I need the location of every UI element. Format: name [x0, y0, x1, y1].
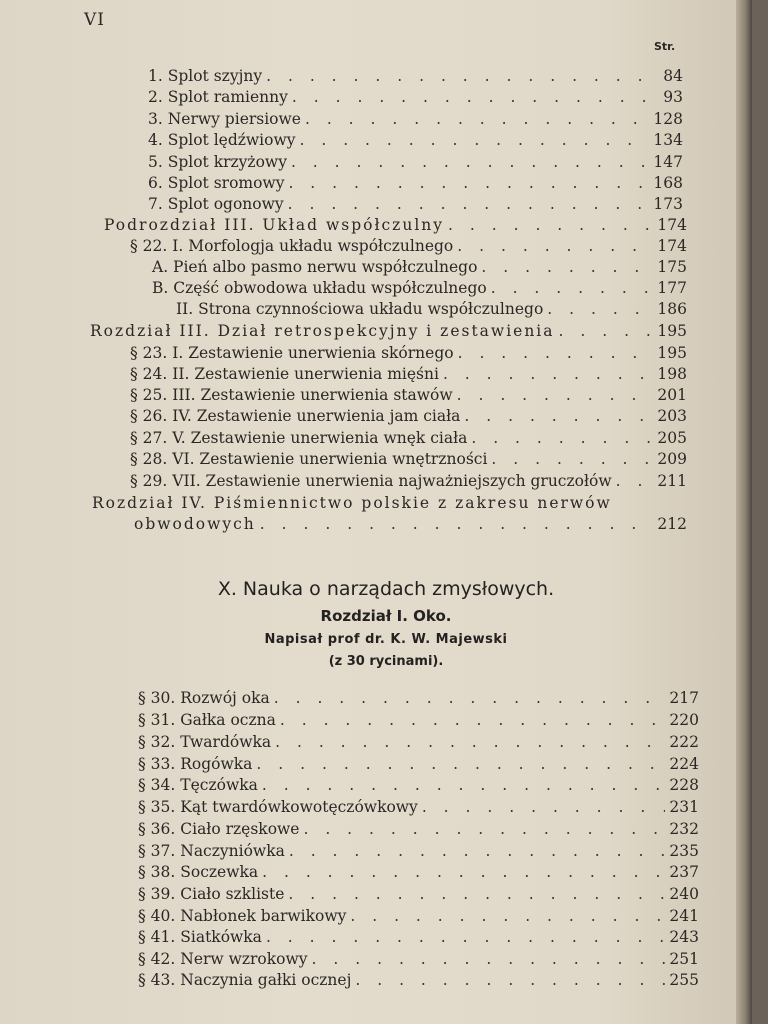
toc-entry-multiline [92, 492, 692, 514]
toc-entry-page: 205 [657, 429, 687, 447]
toc-entry-label: § 34. Tęczówka [138, 776, 258, 794]
leader-dots [471, 427, 653, 449]
toc-entry-label: § 35. Kąt twardówkowotęczówkowy [138, 798, 418, 816]
toc-entry-page: 128 [653, 110, 683, 128]
toc-entry-page: 237 [669, 863, 699, 881]
toc-entry-page: 255 [669, 971, 699, 989]
leader-dots [491, 277, 653, 299]
page-edge [736, 0, 752, 1024]
leader-dots [457, 235, 653, 257]
toc-entry-page: 134 [653, 131, 683, 149]
toc-entry [138, 861, 699, 883]
toc-entry-label: § 38. Soczewka [138, 863, 259, 881]
toc-entry [148, 108, 683, 130]
toc-entry-label: § 33. Rogówka [138, 755, 253, 773]
toc-entry-page: 209 [657, 450, 687, 468]
leader-dots [266, 926, 665, 948]
toc-entry-label-continued: obwodowych [134, 515, 256, 533]
toc-entry-label: § 23. I. Zestawienie unerwienia skórnego [130, 344, 454, 362]
toc-entry-label: § 30. Rozwój oka [138, 689, 270, 707]
toc-entry-page: 211 [657, 472, 687, 490]
toc-entry-label: § 29. VII. Zestawienie unerwienia najważniejszych gruczołów [130, 472, 612, 490]
toc-entry [152, 256, 687, 278]
toc-entry [90, 320, 687, 342]
toc-entry-label: § 27. V. Zestawienie unerwienia wnęk ciała [130, 429, 468, 447]
toc-entry-label: 5. Splot krzyżowy [148, 153, 287, 171]
toc-entry-label: § 31. Gałka oczna [138, 711, 276, 729]
toc-entry-label: 3. Nerwy piersiowe [148, 110, 301, 128]
part-title: X. Nauka o narządach zmysłowych. [217, 578, 555, 600]
toc-entry-label: § 25. III. Zestawienie unerwienia stawów [130, 386, 453, 404]
toc-entry-label: 6. Splot sromowy [148, 174, 285, 192]
leader-dots [291, 151, 649, 173]
leader-dots [464, 405, 653, 427]
toc-entry [138, 731, 699, 753]
toc-entry [138, 753, 699, 775]
toc-entry-label: § 39. Ciało szkliste [138, 885, 285, 903]
toc-entry-page: 224 [669, 755, 699, 773]
toc-entry-page: 231 [669, 798, 699, 816]
leader-dots [274, 687, 665, 709]
toc-entry [148, 65, 683, 87]
toc-entry [130, 448, 687, 470]
toc-entry [130, 405, 687, 427]
toc-entry [130, 427, 687, 449]
leader-dots [280, 709, 665, 731]
toc-entry-page: 174 [657, 216, 687, 234]
leader-dots [262, 774, 665, 796]
toc-entry [148, 151, 683, 173]
toc-entry-page: 198 [657, 365, 687, 383]
toc-entry-label: § 36. Ciało rzęskowe [138, 820, 300, 838]
toc-entry [138, 774, 699, 796]
leader-dots [457, 384, 653, 406]
leader-dots [616, 470, 653, 492]
toc-entry [138, 948, 699, 970]
toc-entry [138, 969, 699, 991]
leader-dots [275, 731, 665, 753]
toc-entry-label: 7. Splot ogonowy [148, 195, 284, 213]
toc-entry-page: 220 [669, 711, 699, 729]
leader-dots [443, 363, 653, 385]
toc-entry [134, 513, 687, 535]
toc-entry-page: 251 [669, 950, 699, 968]
leader-dots [288, 883, 665, 905]
toc-entry [148, 129, 683, 151]
toc-entry [104, 214, 687, 236]
toc-entry-label: Rozdział III. Dział retrospekcyjny i zestawienia [90, 322, 555, 340]
leader-dots [260, 513, 653, 535]
leader-dots [266, 65, 649, 87]
leader-dots [312, 948, 665, 970]
page-number: VI [84, 10, 105, 30]
toc-entry-page: 243 [669, 928, 699, 946]
toc-entry-label: 2. Splot ramienny [148, 88, 288, 106]
toc-entry [152, 277, 687, 299]
toc-entry [130, 470, 687, 492]
toc-entry-page: 93 [663, 88, 683, 106]
toc-entry [138, 926, 699, 948]
leader-dots [547, 298, 653, 320]
leader-dots [303, 818, 665, 840]
toc-entry-page: 175 [657, 258, 687, 276]
leader-dots [491, 448, 653, 470]
toc-entry-label: 4. Splot lędźwiowy [148, 131, 296, 149]
toc-entry [138, 709, 699, 731]
toc-entry-label: Podrozdział III. Układ współczulny [104, 216, 445, 234]
toc-entry [138, 796, 699, 818]
toc-entry-label: II. Strona czynnościowa układu współczulnego [176, 300, 544, 318]
toc-entry-page: 168 [653, 174, 683, 192]
toc-entry-page: 222 [669, 733, 699, 751]
toc-entry-page: 201 [657, 386, 687, 404]
leader-dots [256, 753, 665, 775]
leader-dots [305, 108, 649, 130]
toc-entry-page: 203 [657, 407, 687, 425]
toc-entry-page: 232 [669, 820, 699, 838]
author-line: Napisał prof dr. K. W. Majewski [264, 632, 508, 647]
toc-entry [130, 235, 687, 257]
toc-entry-page: 174 [657, 237, 687, 255]
leader-dots [292, 86, 649, 108]
toc-entry-label: B. Część obwodowa układu współczulnego [152, 279, 487, 297]
leader-dots [262, 861, 665, 883]
leader-dots [422, 796, 665, 818]
chapter-title: Rozdział I. Oko. [320, 607, 452, 625]
toc-entry [138, 687, 699, 709]
toc-entry [130, 384, 687, 406]
toc-entry-page: 186 [657, 300, 687, 318]
toc-entry-page: 177 [657, 279, 687, 297]
toc-entry-label: § 28. VI. Zestawienie unerwienia wnętrzności [130, 450, 488, 468]
toc-entry-page: 217 [669, 689, 699, 707]
toc-entry [130, 363, 687, 385]
toc-entry-label: § 26. IV. Zestawienie unerwienia jam ciała [130, 407, 461, 425]
toc-entry [148, 86, 683, 108]
toc-entry [138, 818, 699, 840]
toc-entry-label: A. Pień albo pasmo nerwu współczulnego [152, 258, 478, 276]
toc-entry-label: Rozdział IV. Piśmiennictwo polskie z zakresu nerwów [92, 494, 612, 512]
toc-entry-page: 240 [669, 885, 699, 903]
toc-entry-page: 147 [653, 153, 683, 171]
toc-entry-label: § 43. Naczynia gałki ocznej [138, 971, 352, 989]
toc-entry-page: 212 [657, 515, 687, 533]
leader-dots [350, 905, 665, 927]
toc-entry [130, 342, 687, 364]
toc-entry-page: 235 [669, 842, 699, 860]
leader-dots [458, 342, 653, 364]
figures-note: (z 30 rycinami). [328, 654, 444, 669]
leader-dots [448, 214, 653, 236]
toc-entry-label: § 42. Nerw wzrokowy [138, 950, 308, 968]
toc-entry [148, 172, 683, 194]
page-column-label: Str. [654, 40, 676, 53]
toc-entry-label: § 24. II. Zestawienie unerwienia mięśni [130, 365, 439, 383]
toc-entry [138, 840, 699, 862]
leader-dots [355, 969, 665, 991]
toc-entry-label: § 37. Naczyniówka [138, 842, 285, 860]
toc-entry-label: § 41. Siatkówka [138, 928, 262, 946]
toc-entry-page: 173 [653, 195, 683, 213]
toc-entry [138, 883, 699, 905]
toc-entry-page: 195 [657, 322, 687, 340]
toc-entry [176, 298, 687, 320]
toc-entry-label: 1. Splot szyjny [148, 67, 263, 85]
toc-entry-page: 228 [669, 776, 699, 794]
leader-dots [481, 256, 653, 278]
toc-entry-page: 241 [669, 907, 699, 925]
leader-dots [300, 129, 650, 151]
toc-entry-page: 195 [657, 344, 687, 362]
toc-entry-label: § 32. Twardówka [138, 733, 272, 751]
toc-entry-page: 84 [663, 67, 683, 85]
toc-entry [138, 905, 699, 927]
toc-entry-label: § 40. Nabłonek barwikowy [138, 907, 347, 925]
toc-entry [148, 193, 683, 215]
toc-entry-label: § 22. I. Morfologja układu współczulnego [130, 237, 454, 255]
leader-dots [289, 840, 665, 862]
leader-dots [288, 172, 649, 194]
leader-dots [559, 320, 653, 342]
leader-dots [288, 193, 649, 215]
